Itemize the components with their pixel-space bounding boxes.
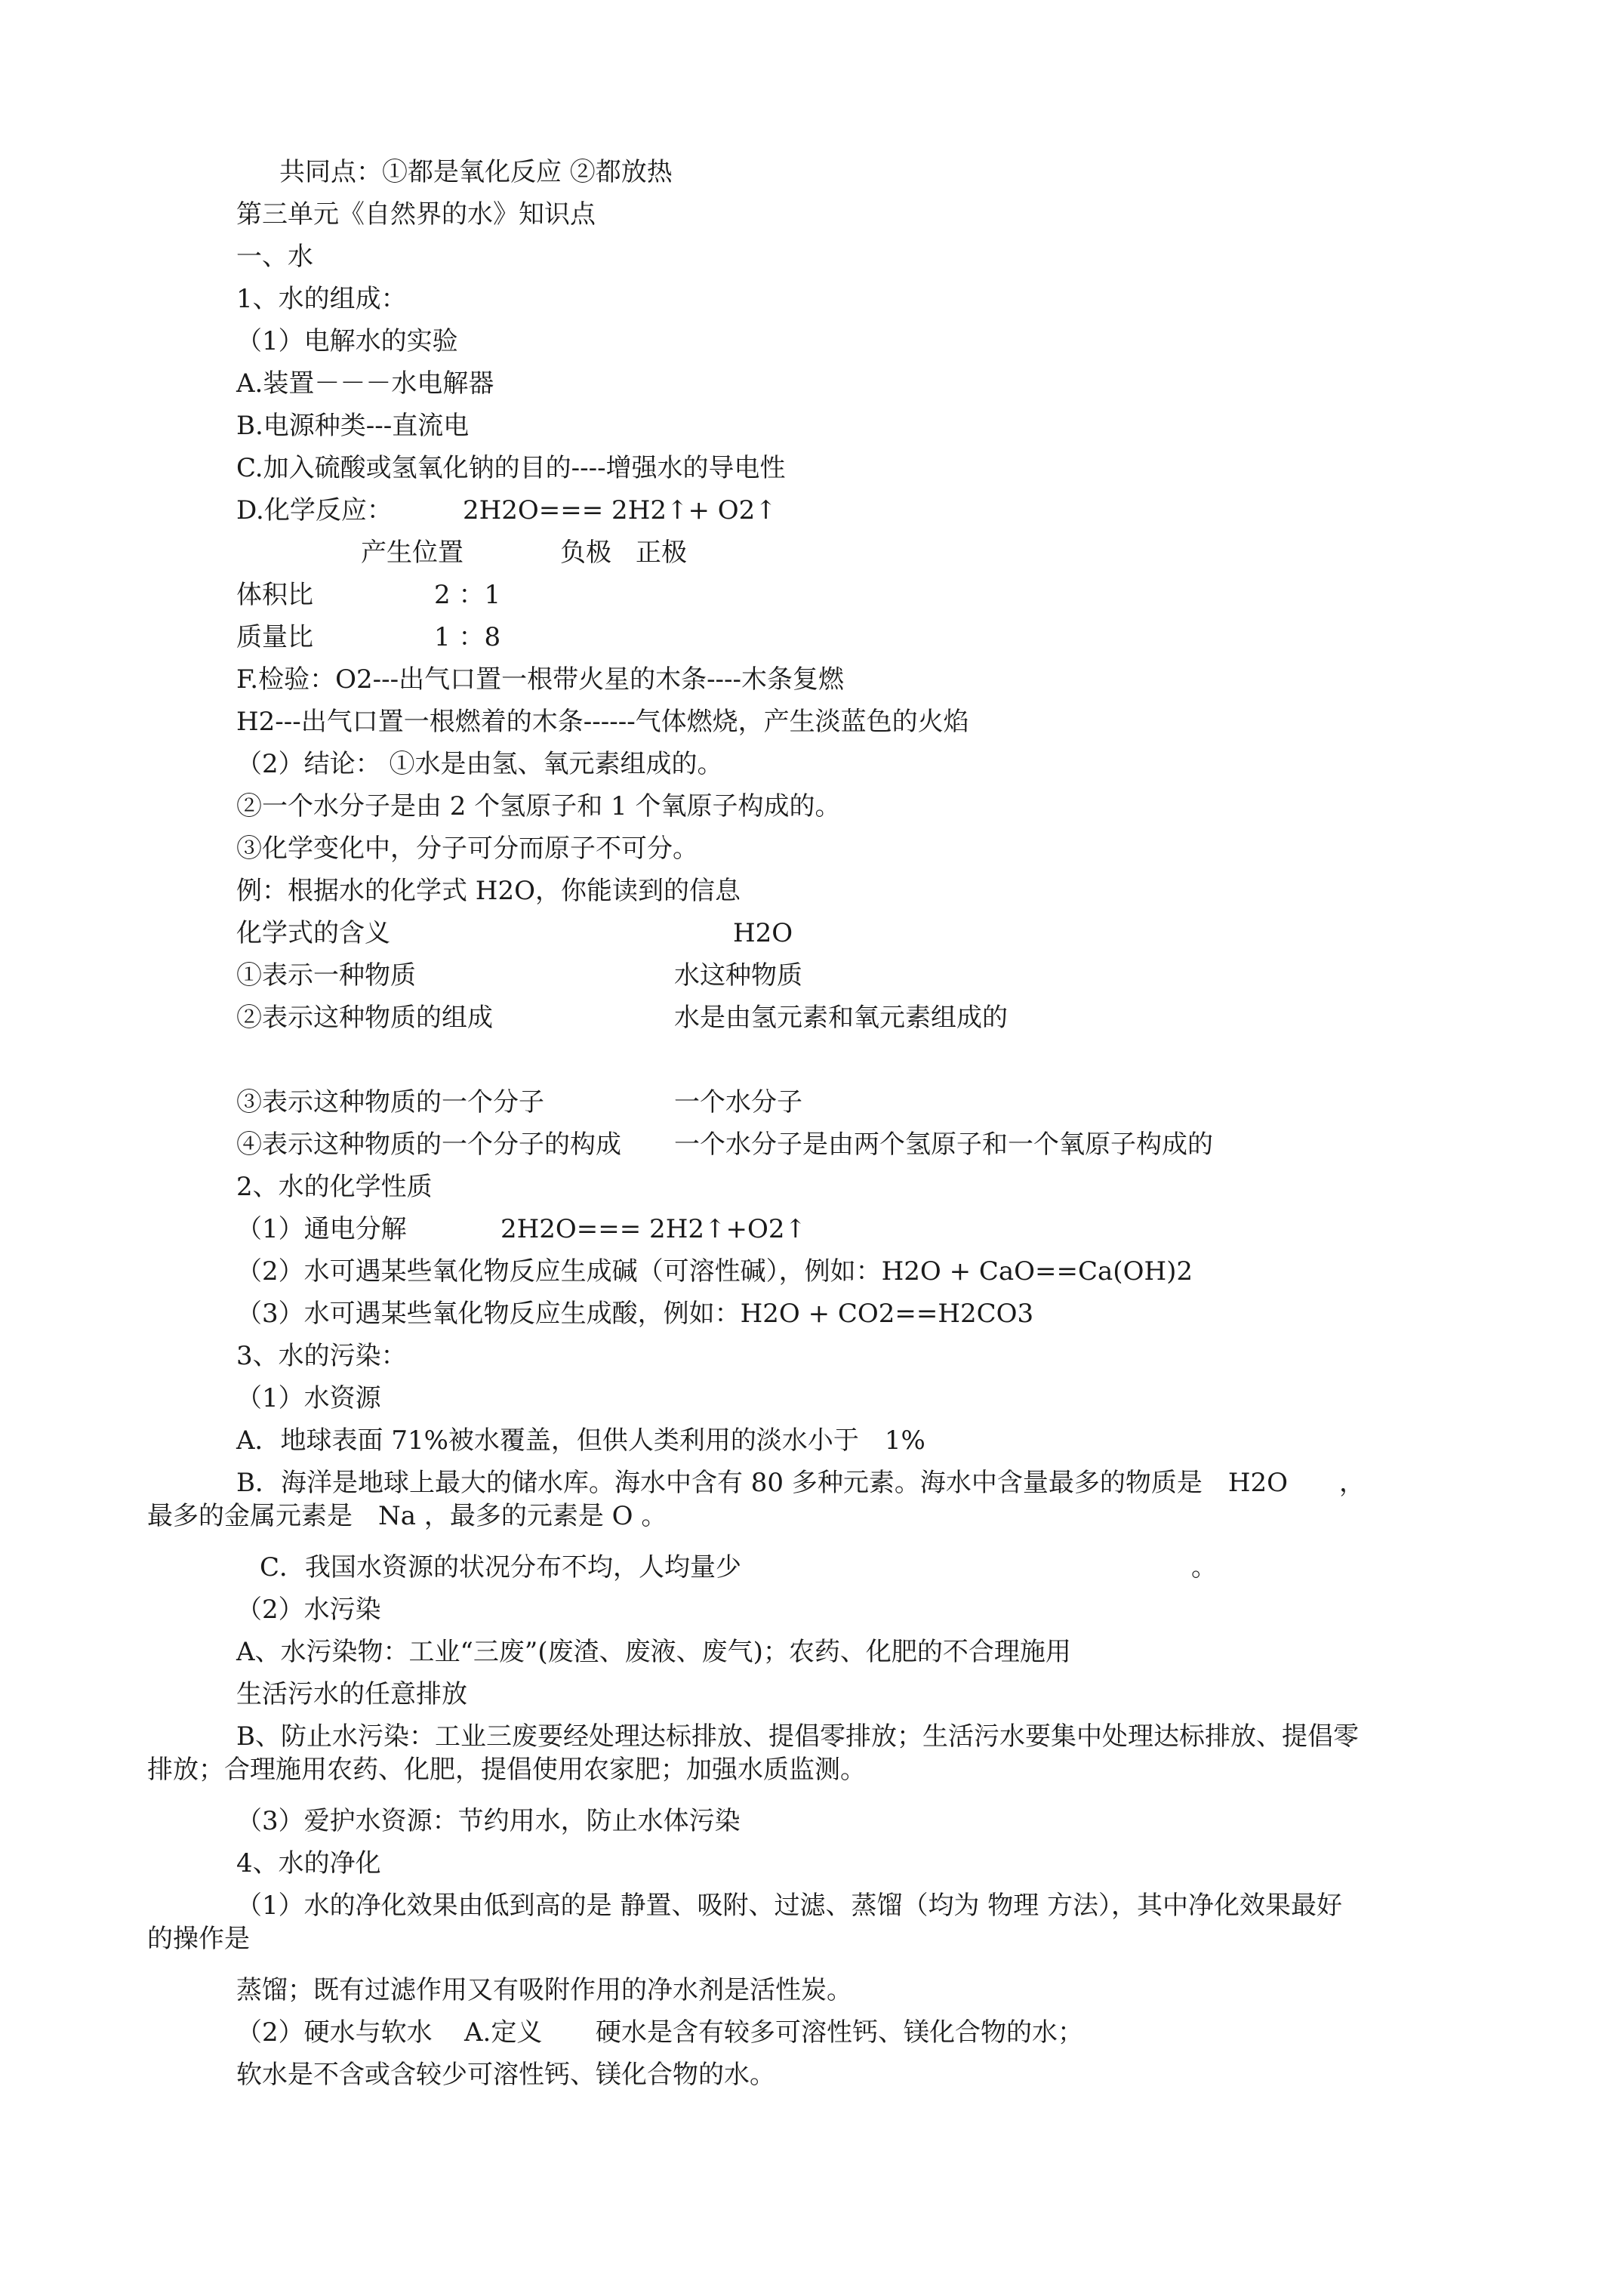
paragraph-line: 的操作是 xyxy=(147,1924,250,1954)
unit-heading: 第三单元《自然界的水》知识点 xyxy=(236,199,596,230)
text-line: （2）水污染 xyxy=(236,1595,381,1625)
table-cell-right: 一个水分子是由两个氢原子和一个氧原子构成的 xyxy=(674,1130,1213,1160)
paragraph-line: （1）水的净化效果由低到高的是 静置、吸附、过滤、蒸馏（均为 物理 方法），其中净化效果最好 xyxy=(236,1891,1343,1921)
text-line: （3）爱护水资源：节约用水，防止水体污染 xyxy=(236,1806,741,1836)
table-cell-right: 水是由氢元素和氧元素组成的 xyxy=(674,1003,1008,1033)
text-line xyxy=(260,1551,1217,1584)
subsection-heading: 4、水的净化 xyxy=(236,1848,381,1878)
table-cell-left: ②表示这种物质的组成 xyxy=(236,1003,493,1033)
ratio-label: 质量比 xyxy=(236,622,313,652)
paragraph xyxy=(147,1466,1498,1533)
equation-label: （1）通电分解 xyxy=(236,1214,407,1244)
paragraph-line: 排放；合理施用农药、化肥，提倡使用农家肥；加强水质监测。 xyxy=(147,1755,866,1785)
table-row xyxy=(236,1086,802,1119)
text-span: 硬水是含有较多可溶性钙、镁化合物的水； xyxy=(596,2017,1083,2048)
text-span: （2）硬水与软水 xyxy=(236,2017,433,2048)
table-header-right: H2O xyxy=(733,918,793,948)
text-line: 共同点：①都是氧化反应 ②都放热 xyxy=(279,157,673,187)
ratio-row xyxy=(236,621,501,654)
period-mark: 。 xyxy=(1191,1552,1217,1583)
paragraph-line: B．海洋是地球上最大的储水库。海水中含有 80 多种元素。海水中含量最多的物质是 H2O ， xyxy=(236,1468,1366,1498)
equation-line xyxy=(236,494,777,527)
text-line: C.加入硫酸或氢氧化钠的目的----增强水的导电性 xyxy=(236,453,786,483)
table-cell-left: ③表示这种物质的一个分子 xyxy=(236,1087,544,1117)
table-cell-left: ④表示这种物质的一个分子的构成 xyxy=(236,1130,621,1160)
positive-electrode: 正极 xyxy=(636,538,687,568)
text-line: （2）水可遇某些氧化物反应生成碱（可溶性碱），例如：H2O + CaO==Ca(OH)2 xyxy=(236,1256,1193,1287)
text-line: H2---出气口置一根燃着的木条------气体燃烧，产生淡蓝色的火焰 xyxy=(236,707,969,737)
text-line: ②一个水分子是由 2 个氢原子和 1 个氧原子构成的。 xyxy=(236,791,841,821)
table-row xyxy=(236,1128,1213,1161)
section-heading: 一、水 xyxy=(236,242,313,272)
text-line: A、水污染物：工业“三废”(废渣、废液、废气)；农药、化肥的不合理施用 xyxy=(236,1637,1071,1667)
ratio-value: 2 ：1 xyxy=(434,580,501,610)
ratio-value: 1 ：8 xyxy=(434,622,501,652)
text-line: ③化学变化中，分子可分而原子不可分。 xyxy=(236,834,698,864)
text-line: F.检验：O2---出气口置一根带火星的木条----木条复燃 xyxy=(236,664,845,695)
text-span: A.定义 xyxy=(464,2017,543,2048)
text-line: A.装置－－－水电解器 xyxy=(236,368,494,399)
paragraph-line: 最多的金属元素是 Na ，最多的元素是 O 。 xyxy=(147,1501,667,1531)
paragraph xyxy=(147,1889,1498,1955)
table-cell-left: ①表示一种物质 xyxy=(236,960,416,991)
equation: 2H2O=== 2H2↑+O2↑ xyxy=(500,1214,806,1244)
text-line: 蒸馏；既有过滤作用又有吸附作用的净水剂是活性炭。 xyxy=(236,1975,852,2005)
subsection-heading: 2、水的化学性质 xyxy=(236,1172,433,1202)
text-line: （1）水资源 xyxy=(236,1383,381,1413)
table-row xyxy=(236,917,793,950)
paragraph-line: B、防止水污染：工业三废要经处理达标排放、提倡零排放；生活污水要集中处理达标排放、提倡零 xyxy=(236,1721,1359,1752)
subsection-heading: 1、水的组成： xyxy=(236,284,407,314)
text-line: 例：根据水的化学式 H2O，你能读到的信息 xyxy=(236,876,741,906)
text-line: 生活污水的任意排放 xyxy=(236,1679,467,1709)
table-cell-right: 水这种物质 xyxy=(674,960,802,991)
table-row xyxy=(236,959,802,992)
table-row xyxy=(236,1001,1008,1034)
text-line: （2）结论： ①水是由氢、氧元素组成的。 xyxy=(236,749,723,779)
equation-line xyxy=(236,1213,806,1246)
text-line: （3）水可遇某些氧化物反应生成酸，例如：H2O + CO2==H2CO3 xyxy=(236,1299,1034,1329)
text-line xyxy=(236,2016,1083,2049)
text-line: B.电源种类---直流电 xyxy=(236,411,470,441)
table-header-left: 化学式的含义 xyxy=(236,918,390,948)
electrode-header-row xyxy=(361,536,687,569)
position-label: 产生位置 xyxy=(361,538,463,568)
equation: 2H2O=== 2H2↑+ O2↑ xyxy=(463,495,777,525)
negative-electrode: 负极 xyxy=(560,538,611,568)
text-line: （1）电解水的实验 xyxy=(236,326,458,356)
subsection-heading: 3、水的污染： xyxy=(236,1341,407,1371)
table-cell-right: 一个水分子 xyxy=(674,1087,802,1117)
ratio-row xyxy=(236,578,501,612)
text-line: 软水是不含或含较少可溶性钙、镁化合物的水。 xyxy=(236,2060,775,2090)
text-span: C．我国水资源的状况分布不均，人均量少 xyxy=(260,1552,742,1583)
paragraph xyxy=(147,1720,1498,1786)
equation-label: D.化学反应： xyxy=(236,495,393,525)
text-line: A．地球表面 71%被水覆盖，但供人类利用的淡水小于 1% xyxy=(236,1425,925,1456)
ratio-label: 体积比 xyxy=(236,580,313,610)
